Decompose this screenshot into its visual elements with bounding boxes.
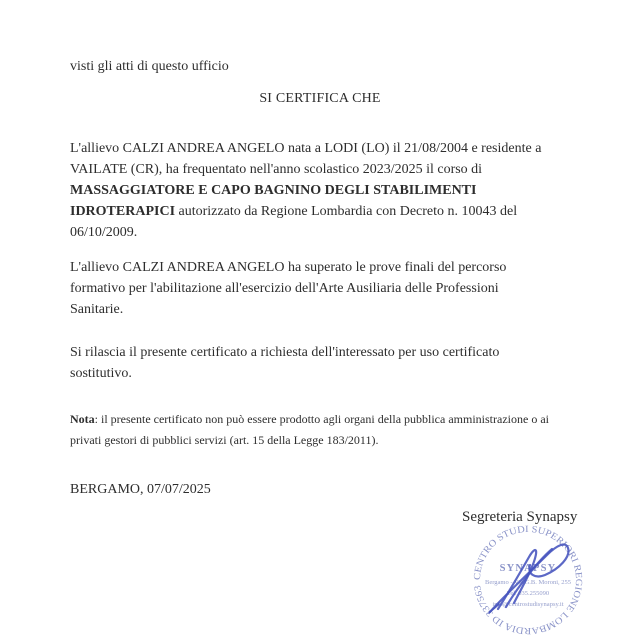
- decree-text: autorizzato da Regione Lombardia con Decreto n. 10043 del: [175, 204, 518, 219]
- stamp-ring-text: CENTRO STUDI SUPERIORI REGIONE LOMBARDIA ID 337563: [472, 524, 584, 636]
- intro-line: visti gli atti di questo ufficio: [70, 59, 229, 74]
- text-line: [70, 409, 549, 430]
- decree-date-line: 06/10/2009.: [70, 225, 138, 240]
- stamp-svg: [448, 500, 608, 640]
- text-line: sostitutivo.: [70, 366, 132, 381]
- text-line: Sanitarie.: [70, 302, 124, 317]
- course-name-continued: IDROTERAPICI: [70, 204, 176, 219]
- text-line: L'allievo CALZI ANDREA ANGELO nata a LODI (LO) il 21/08/2004 e residente a: [70, 141, 542, 156]
- text-line: L'allievo CALZI ANDREA ANGELO ha superato le prove finali del percorso: [70, 260, 507, 275]
- place-and-date: BERGAMO, 07/07/2025: [70, 482, 211, 497]
- paragraph-release: [70, 342, 499, 384]
- nota-label: Nota: [70, 412, 95, 426]
- stamp-address: Bergamo - Via G.B. Moroni, 255: [484, 579, 572, 586]
- nota-paragraph: [70, 409, 549, 450]
- paragraph-course-attendance: [70, 138, 541, 243]
- text-line: privati gestori di pubblici servizi (art. 15 della Legge 183/2011).: [70, 432, 379, 447]
- secretary-signature-label: Segreteria Synapsy: [462, 509, 578, 525]
- text-line: VAILATE (CR), ha frequentato nell'anno scolastico 2023/2025 il corso di: [70, 162, 483, 177]
- text-line: formativo per l'abilitazione all'esercizio dell'Arte Ausiliaria delle Professioni: [70, 281, 499, 296]
- paragraph-exam-passed: [70, 257, 506, 320]
- course-name-line: MASSAGGIATORE E CAPO BAGNINO DEGLI STABILIMENTI: [70, 183, 477, 198]
- text-line: Si rilascia il presente certificato a richiesta dell'interessato per uso certificato: [70, 345, 500, 360]
- text-line: [70, 201, 541, 222]
- stamp-phone: Tel. 035.255090: [506, 590, 550, 597]
- certificate-title: SI CERTIFICA CHE: [259, 91, 381, 106]
- stamp-email: info@centrostudisynapsy.it: [492, 601, 564, 608]
- nota-text: : il presente certificato non può essere prodotto agli organi della pubblica amministrazione o ai: [94, 412, 549, 426]
- stamp-org-name: SYNAPSY: [499, 563, 557, 574]
- round-stamp-with-signature: [448, 500, 608, 640]
